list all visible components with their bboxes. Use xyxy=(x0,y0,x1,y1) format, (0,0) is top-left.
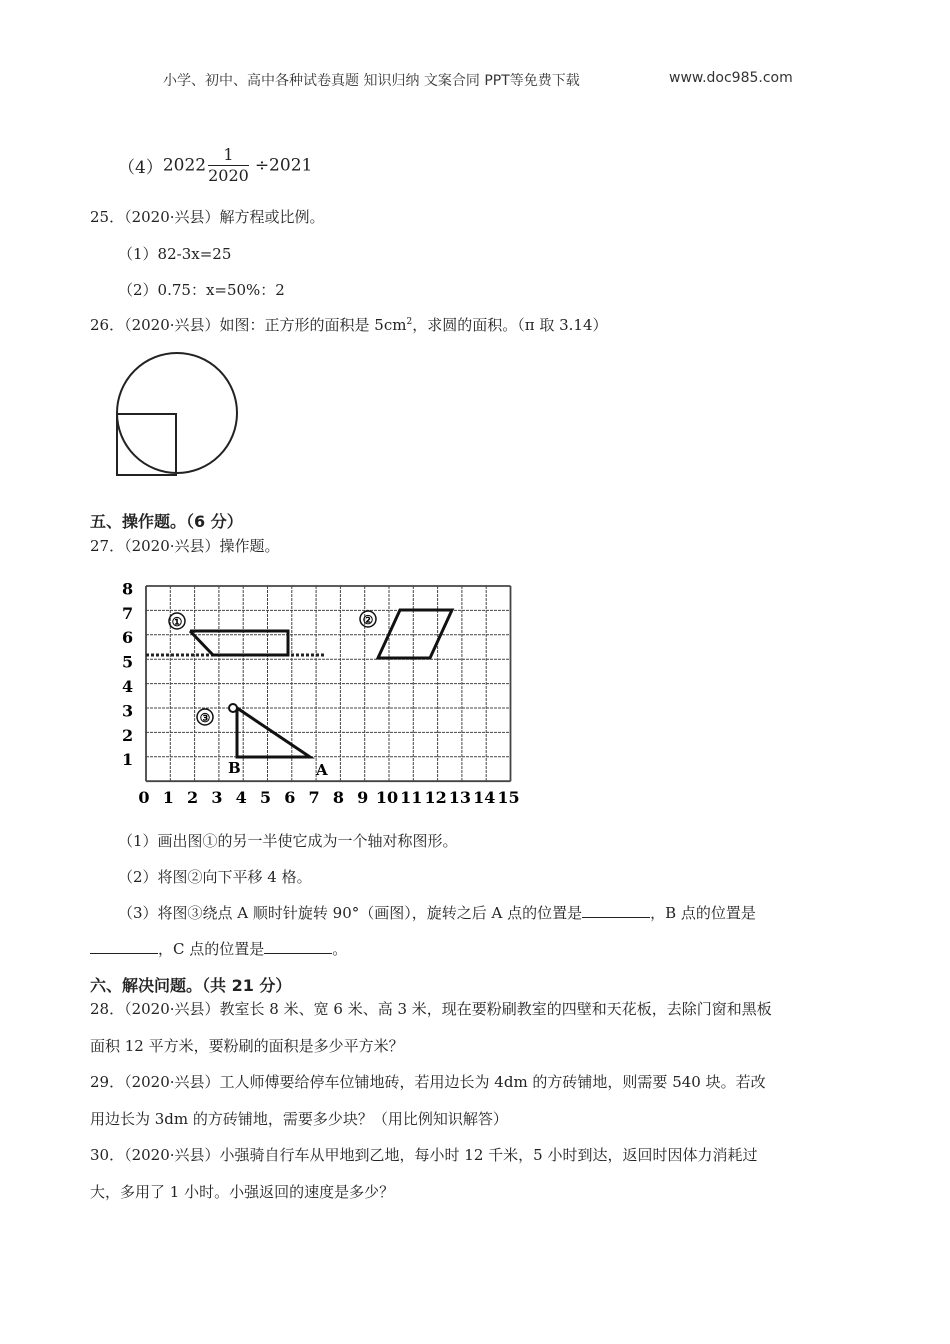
point-c-marker xyxy=(229,704,237,712)
q28-line2: 面积 12 平方米，要粉刷的面积是多少平方米？ xyxy=(90,1037,404,1055)
q27-part2: （2）将图②向下平移 4 格。 xyxy=(118,868,312,886)
coordinate-grid-figure xyxy=(110,572,530,812)
header-text: 小学、初中、高中各种试卷真题 知识归纳 文案合同 PPT等免费下载 xyxy=(163,73,580,89)
y-label: 6 xyxy=(122,628,134,648)
x-label: 10 xyxy=(375,788,399,808)
x-label: 9 xyxy=(357,788,369,808)
x-axis-labels xyxy=(138,788,519,807)
q29-line2: 用边长为 3dm 的方砖铺地，需要多少块？（用比例知识解答） xyxy=(90,1110,508,1128)
circle-square-figure xyxy=(110,350,245,482)
x-label: 6 xyxy=(284,788,296,808)
answer-blank-c[interactable] xyxy=(264,939,332,954)
x-label: 13 xyxy=(448,788,472,808)
q27-part3-line1: （3）将图③绕点 A 顺时针旋转 90°（画图），旋转之后 A 点的位置是 ，B 点的位置是 xyxy=(118,904,756,922)
q29-line1: 29．（2020·兴县）工人师傅要给停车位铺地砖，若用边长为 4dm 的方砖铺地，则需要 540 块。若改 xyxy=(90,1073,766,1091)
y-label: 1 xyxy=(122,750,134,770)
svg-text:①: ① xyxy=(171,615,183,629)
mixed-fraction: $\frac{1}{2020}$ xyxy=(208,145,249,185)
y-label: 4 xyxy=(122,677,134,696)
y-axis-labels xyxy=(122,579,133,769)
y-label: 7 xyxy=(122,603,134,623)
x-label: 7 xyxy=(308,788,320,808)
grid-lines xyxy=(146,586,511,781)
x-label: 1 xyxy=(162,788,174,808)
answer-blank-a[interactable] xyxy=(582,903,650,918)
x-label: 12 xyxy=(424,788,447,808)
x-label: 4 xyxy=(235,788,247,808)
x-label: 8 xyxy=(332,788,344,808)
q30-line2: 大，多用了 1 小时。小强返回的速度是多少？ xyxy=(90,1183,395,1201)
q27-part1: （1）画出图①的另一半使它成为一个轴对称图形。 xyxy=(118,832,458,850)
q27-part3-line2: ，C 点的位置是 。 xyxy=(90,938,347,959)
y-label: 5 xyxy=(122,652,134,672)
x-label: 0 xyxy=(138,788,150,808)
svg-text:③: ③ xyxy=(199,711,211,725)
q25-title: 25．（2020·兴县）解方程或比例。 xyxy=(90,208,325,226)
x-label: 2 xyxy=(187,788,199,808)
y-label: 8 xyxy=(122,579,134,599)
header-url: www.doc985.com xyxy=(669,70,793,86)
q28-line1: 28．（2020·兴县）教室长 8 米、宽 6 米、高 3 米，现在要粉刷教室的四壁和天花板，去除门窗和黑板 xyxy=(90,1000,772,1018)
x-label: 3 xyxy=(211,788,223,808)
y-label: 2 xyxy=(122,725,134,745)
q25-part2: （2）0.75：x=50%：2 xyxy=(118,281,285,299)
point-b-label: B xyxy=(228,759,241,777)
section-6-heading: 六、解决问题。（共 21 分） xyxy=(90,976,292,995)
svg-text:②: ② xyxy=(362,613,374,627)
q30-line1: 30．（2020·兴县）小强骑自行车从甲地到乙地，每小时 12 千米，5 小时到达，返回时因体力消耗过 xyxy=(90,1146,758,1164)
answer-blank-b[interactable] xyxy=(90,939,158,954)
mark-2 xyxy=(360,611,376,627)
point-a-label: A xyxy=(316,761,328,779)
q26-text: 26．（2020·兴县）如图：正方形的面积是 $5cm^2$，求圆的面积。（π 取 3.14） xyxy=(90,316,608,334)
x-label: 11 xyxy=(400,788,423,808)
x-label: 15 xyxy=(497,788,520,808)
q25-part1: （1）82-3x=25 xyxy=(118,245,232,263)
y-label: 3 xyxy=(122,701,134,721)
q27-title: 27．（2020·兴县）操作题。 xyxy=(90,537,280,555)
x-label: 14 xyxy=(473,788,496,808)
x-label: 5 xyxy=(259,788,272,808)
mark-1 xyxy=(169,613,185,629)
section-5-heading: 五、操作题。（6 分） xyxy=(90,512,243,531)
mark-3 xyxy=(197,709,213,725)
q24-part4: （4）2022 $\frac{1}{2020}$ ÷2021 xyxy=(118,145,313,185)
